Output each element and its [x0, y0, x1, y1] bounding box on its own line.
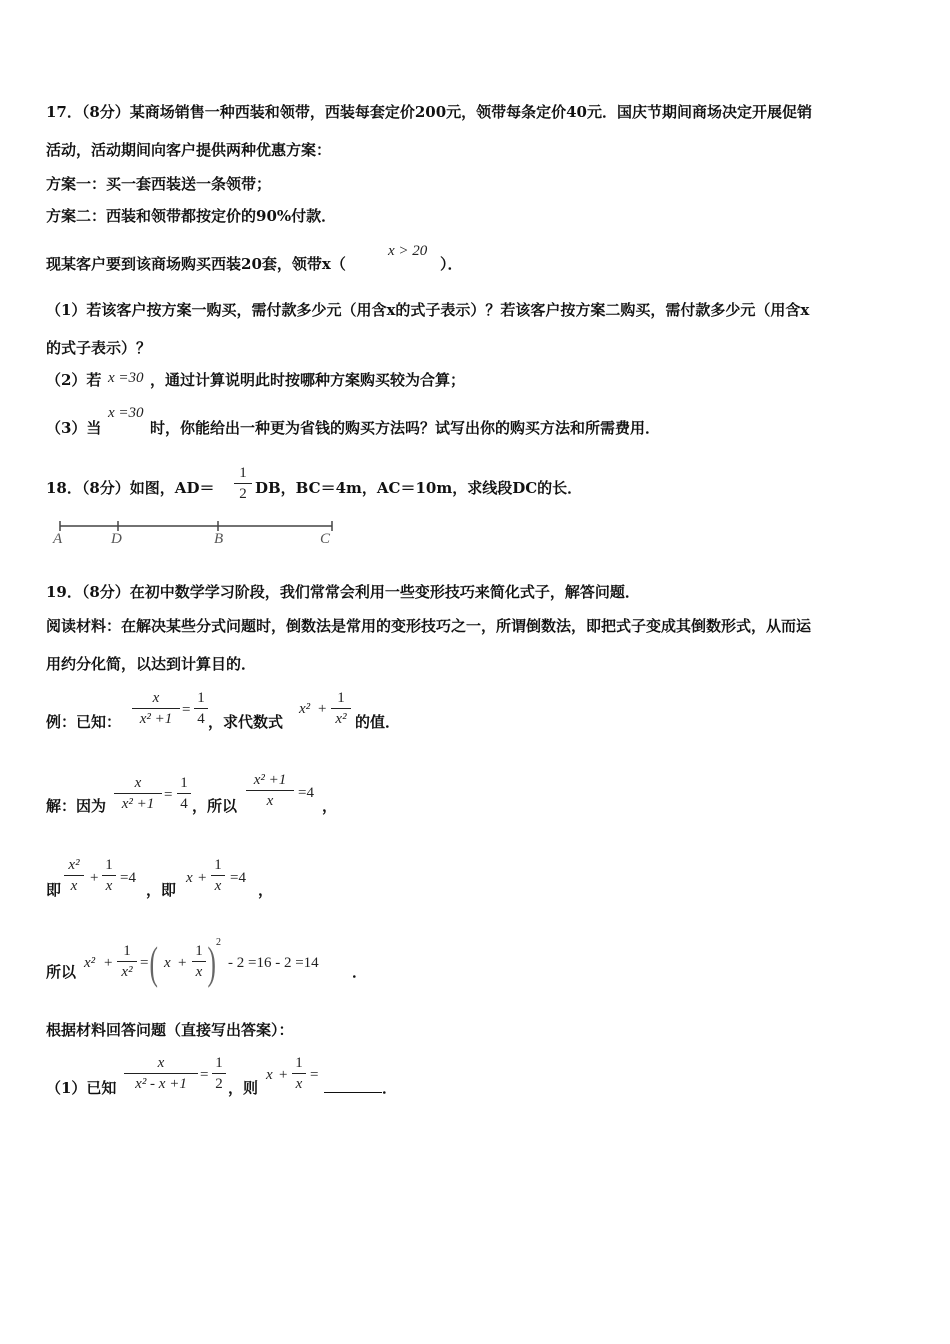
solution-mid: ，所以 [192, 797, 238, 815]
q17-part1-line2: 的式子表示）？ [46, 339, 152, 357]
sub1-eq2: = [310, 1067, 319, 1083]
ji-frac-1-x-b: 1 x [211, 855, 225, 896]
example-x2: x² [299, 701, 311, 717]
right-paren: ) [207, 937, 216, 988]
suoyi-plus-inner: + [178, 955, 187, 971]
ji-plus-2: + [198, 870, 207, 886]
suoyi-label: 所以 [46, 963, 77, 981]
q17-plan1: 方案一：买一套西装送一条领带； [46, 175, 272, 193]
solution-end: ， [322, 797, 338, 815]
example-eq: = [182, 702, 191, 718]
sub1-label: （1）已知 [46, 1079, 117, 1097]
segment-figure [50, 516, 340, 550]
example-frac-1-4: 1 4 [194, 688, 208, 729]
sub1-plus: + [279, 1067, 288, 1083]
example-mid: ，求代数式 [208, 713, 284, 731]
suoyi-x2: x² [84, 955, 96, 971]
q17-part3-math: x =30 [108, 405, 144, 421]
example-frac-1-x2: 1 x² [331, 688, 351, 729]
q17-buy-suffix: ）． [440, 255, 463, 273]
q18-fraction: 1 2 [234, 463, 252, 504]
solution-eq4: =4 [298, 785, 314, 801]
q19-reading-line1: 阅读材料：在解决某些分式问题时，倒数法是常用的变形技巧之一，所谓倒数法，即把式子变成其倒数形式，从而运 [46, 617, 812, 635]
suoyi-plus: + [104, 955, 113, 971]
point-label-C: C [320, 531, 331, 547]
solution-frac-1-4: 1 4 [177, 773, 191, 814]
point-label-D: D [111, 531, 122, 547]
solution-frac-x2p1-over-x: x² +1 x [246, 770, 294, 811]
example-end: 的值． [355, 713, 401, 731]
q19-line1: 19．（8分）在初中数学学习阶段，我们常常会利用一些变形技巧来简化式子，解答问题． [46, 583, 640, 601]
sub1-frac-1-x: 1 x [292, 1053, 306, 1094]
square-exponent: 2 [216, 937, 221, 948]
q17-part3-suffix: 时，你能给出一种更为省钱的购买方法吗？试写出你的购买方法和所需费用． [150, 419, 661, 437]
sub1-end: ． [382, 1079, 398, 1097]
example-frac-x-over-x2p1: x x² +1 [132, 688, 180, 729]
q17-line2: 活动，活动期间向客户提供两种优惠方案： [46, 141, 332, 159]
q18-suffix: DB，BC＝4m，AC＝10m，求线段DC的长． [255, 479, 583, 497]
q19-reading-line2: 用约分化简，以达到计算目的． [46, 655, 257, 673]
left-paren: ( [149, 937, 158, 988]
suoyi-period: ． [352, 963, 368, 981]
q17-line1: 17．（8分）某商场销售一种西装和领带，西装每套定价200元，领带每条定价40元．国庆节期间商场决定开展促销 [46, 103, 813, 121]
answer-prompt: 根据材料回答问题（直接写出答案）： [46, 1021, 294, 1039]
suoyi-result: - 2 =16 - 2 =14 [228, 955, 319, 971]
ji-frac-x2-over-x: x² x [64, 855, 84, 896]
sub1-eq: = [200, 1067, 209, 1083]
ji-end: ， [258, 881, 274, 899]
sub1-answer-blank[interactable] [324, 1092, 382, 1093]
ji-frac-1-x-a: 1 x [102, 855, 116, 896]
q17-part3-prefix: （3）当 [46, 419, 102, 437]
q17-buy-condition: x > 20 [388, 243, 428, 259]
q17-part2-math: x =30 [108, 370, 144, 386]
sub1-x: x [266, 1067, 273, 1083]
q17-plan2: 方案二：西装和领带都按定价的90%付款． [46, 207, 337, 225]
sub1-mid: ，则 [228, 1079, 259, 1097]
q17-part2-suffix: ，通过计算说明此时按哪种方案购买较为合算； [150, 371, 466, 389]
example-label: 例：已知： [46, 713, 122, 731]
solution-label: 解：因为 [46, 797, 107, 815]
ji-label-1: 即 [46, 881, 62, 899]
q17-part1-line1: （1）若该客户按方案一购买，需付款多少元（用含x的式子表示）？若该客户按方案二购买，需付款多少元（用含x [46, 301, 810, 319]
q18-prefix: 18．（8分）如图，AD＝ [46, 479, 215, 497]
ji-x: x [186, 870, 193, 886]
sub1-frac-1-2: 1 2 [212, 1053, 226, 1094]
suoyi-frac-1-x2: 1 x² [117, 941, 137, 982]
q17-buy-prefix: 现某客户要到该商场购买西装20套，领带x（ [46, 255, 346, 273]
point-label-B: B [214, 531, 224, 547]
ji-plus-1: + [90, 870, 99, 886]
ji-label-2: ，即 [146, 881, 177, 899]
solution-eq: = [164, 787, 173, 803]
q17-part2-prefix: （2）若 [46, 371, 102, 389]
point-label-A: A [53, 531, 63, 547]
suoyi-eq: = [140, 955, 149, 971]
ji-eq4-a: =4 [120, 870, 136, 886]
solution-frac-x-over-x2p1: x x² +1 [114, 773, 162, 814]
ji-eq4-b: =4 [230, 870, 246, 886]
suoyi-frac-1-x: 1 x [192, 941, 206, 982]
sub1-frac-x-over-x2mx1: x x² - x +1 [124, 1053, 198, 1094]
suoyi-x-inner: x [164, 955, 171, 971]
example-plus: + [318, 701, 327, 717]
